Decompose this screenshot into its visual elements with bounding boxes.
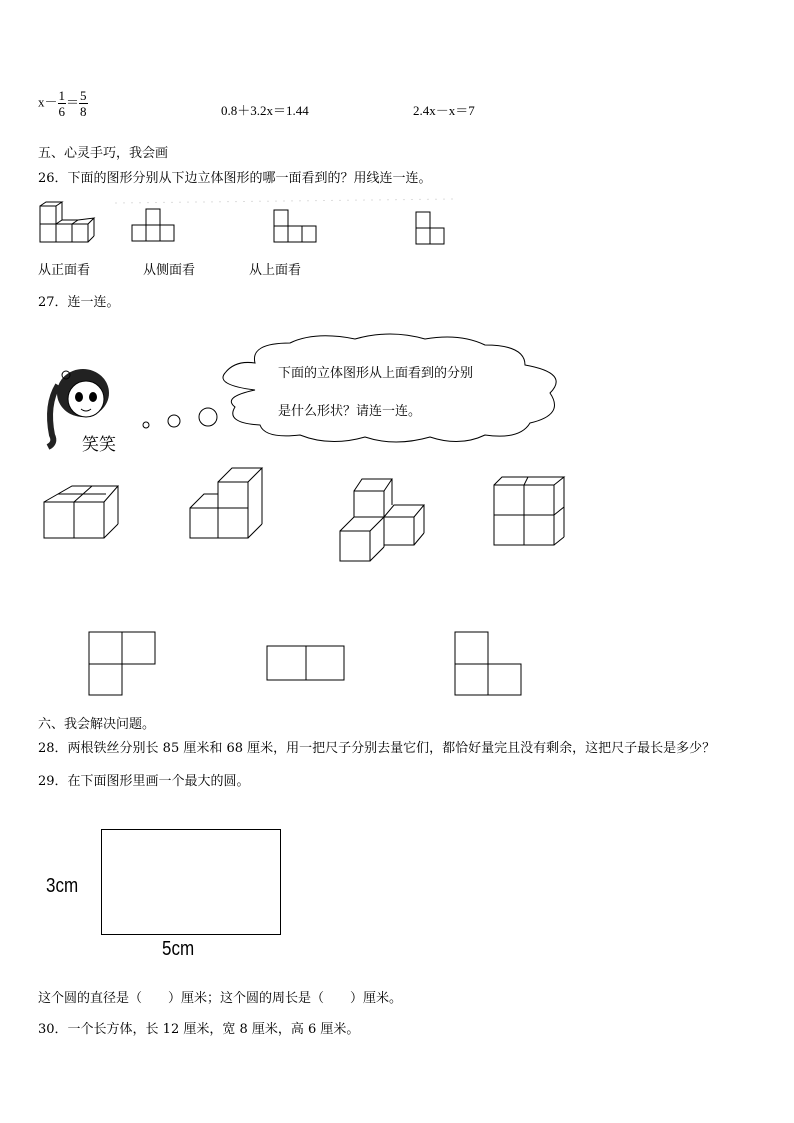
equation-1 xyxy=(38,88,88,119)
fraction-1-denominator: 6 xyxy=(58,104,66,119)
question-30-text: 30．一个长方体，长 12 厘米，宽 8 厘米，高 6 厘米。 xyxy=(38,1022,360,1037)
question-28-text: 28．两根铁丝分别长 85 厘米和 68 厘米，用一把尺子分别去量它们，都恰好量完且没有剩余，这把尺子最长是多少？ xyxy=(38,741,716,756)
q26-view-1 xyxy=(130,207,180,247)
q27-solid-4 xyxy=(492,475,572,547)
question-27-text: 27．连一连。 xyxy=(38,295,120,310)
label-front-view: 从正面看 xyxy=(38,263,91,278)
q26-view-2 xyxy=(272,208,322,248)
question-26-text: 26．下面的图形分别从下边立体图形的哪一面看到的？用线连一连。 xyxy=(38,171,432,186)
q27-top-view-3 xyxy=(454,630,526,698)
height-label: 3cm xyxy=(46,875,79,897)
q27-solid-1 xyxy=(42,482,122,542)
width-label: 5cm xyxy=(162,938,195,960)
fraction-2-denominator: 8 xyxy=(80,104,87,119)
fraction-1-numerator: 1 xyxy=(58,88,66,103)
equation-2: 0.8＋3.2x＝1.44 xyxy=(221,103,309,118)
q29-rectangle[interactable] xyxy=(101,829,281,935)
fraction-1 xyxy=(58,88,67,119)
fraction-2-numerator: 5 xyxy=(80,88,87,103)
q26-solid-figure xyxy=(38,200,108,245)
q27-top-view-2 xyxy=(266,644,348,684)
equation-1-equals: ＝ xyxy=(66,94,80,110)
section-5-title: 五、心灵手巧，我会画 xyxy=(38,146,169,161)
scan-noise xyxy=(115,195,455,210)
label-side-view: 从侧面看 xyxy=(143,263,196,278)
equation-3: 2.4x－x＝7 xyxy=(413,103,475,118)
q27-solid-3 xyxy=(338,475,430,565)
label-top-view: 从上面看 xyxy=(249,263,302,278)
q26-view-3 xyxy=(414,210,454,250)
q27-top-view-1 xyxy=(88,630,160,698)
equation-1-prefix: x－ xyxy=(38,94,58,110)
q27-solid-2 xyxy=(188,464,268,544)
section-6-title: 六、我会解决问题。 xyxy=(38,717,156,732)
question-29-text: 29．在下面图形里画一个最大的圆。 xyxy=(38,774,250,789)
thought-bubble xyxy=(140,335,580,445)
bubble-text-line-1: 下面的立体图形从上面看到的分别 xyxy=(278,366,474,381)
fraction-2 xyxy=(79,88,88,119)
bubble-text-line-2: 是什么形状？请连一连。 xyxy=(278,404,422,419)
q29-answer-line: 这个圆的直径是（ ）厘米；这个圆的周长是（ ）厘米。 xyxy=(38,991,403,1006)
girl-name: 笑笑 xyxy=(82,435,116,455)
